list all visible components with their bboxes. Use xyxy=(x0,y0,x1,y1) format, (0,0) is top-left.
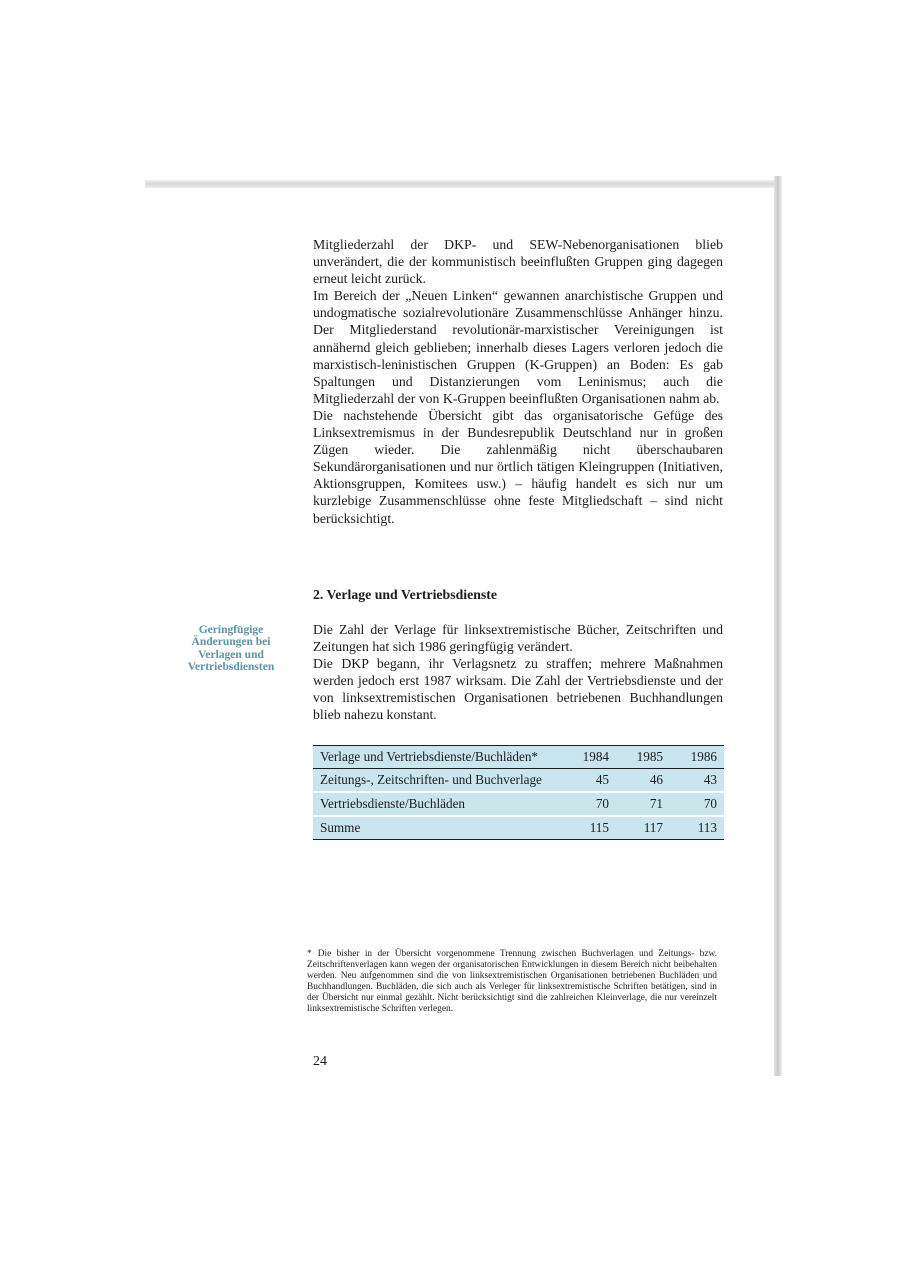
scan-edge-top xyxy=(145,180,780,188)
publishers-table xyxy=(313,745,724,840)
table-cell-1986: 43 xyxy=(670,769,724,793)
table-row xyxy=(313,792,724,816)
table-row xyxy=(313,769,724,793)
table-cell-1986: 113 xyxy=(670,816,724,840)
table-header-1985: 1985 xyxy=(616,746,670,769)
table-header-1984: 1984 xyxy=(562,746,616,769)
table-cell-1984: 70 xyxy=(562,792,616,816)
section-text xyxy=(313,621,723,724)
scan-edge-right xyxy=(774,176,782,1076)
body-text xyxy=(313,236,723,527)
page-number: 24 xyxy=(313,1054,327,1069)
footnote xyxy=(307,949,717,1015)
section-heading: 2. Verlage und Vertriebsdienste xyxy=(313,587,497,602)
table-header-row xyxy=(313,746,724,769)
table-cell-label: Vertriebsdienste/Buchläden xyxy=(313,792,562,816)
table-header-1986: 1986 xyxy=(670,746,724,769)
table-cell-label: Summe xyxy=(313,816,562,840)
footnote-text: Die bisher in der Übersicht vorgenommene Trennung zwischen Buchverlagen und Zeitungs- bzw. Zeitschriftenverlagen kann wegen der organisatorischen Entwicklungen in diesem Bereich nicht beibehalten werden. Neu aufgenommen sind die von linksextremistischen Organisationen betriebenen Buchläden und Buchhandlungen. Buchläden, die sich auch als Verleger für linksextremistische Schriften betätigen, sind in der Übersicht nur einmal gezählt. Nicht berücksichtigt sind die zahlreichen Kleinverlage, die nur vereinzelt linksextremistische Schriften verlegen. xyxy=(307,949,717,1014)
table-cell-1985: 117 xyxy=(616,816,670,840)
table-row-total xyxy=(313,816,724,840)
table-cell-1984: 115 xyxy=(562,816,616,840)
footnote-marker: * xyxy=(307,949,312,959)
section-paragraph-1: Die Zahl der Verlage für linksextremistische Bücher, Zeitschriften und Zeitungen hat sich 1986 geringfügig verändert. xyxy=(313,622,723,655)
table-cell-1984: 45 xyxy=(562,769,616,793)
table-cell-1986: 70 xyxy=(670,792,724,816)
section-paragraph-2: Die DKP begann, ihr Verlagsnetz zu straffen; mehrere Maßnahmen werden jedoch erst 1987 wirksam. Die Zahl der Vertriebsdienste und der von linksextremistischen Organisationen betriebenen Buchhandlungen blieb nahezu konstant. xyxy=(313,656,723,723)
body-paragraph-2: Im Bereich der „Neuen Linken“ gewannen anarchistische Gruppen und undogmatische sozialrevolutionäre Zusammenschlüsse Anhänger hinzu. Der Mitgliederstand revolutionär-marxistischer Vereinigungen ist annähernd gleich geblieben; innerhalb dieses Lagers verloren jedoch die marxistisch-leninistischen Gruppen (K-Gruppen) an Boden: Es gab Spaltungen und Distanzierungen vom Leninismus; auch die Mitgliederzahl der von K-Gruppen beeinflußten Organisationen nahm ab. xyxy=(313,288,723,406)
margin-note: Geringfügige Änderungen bei Verlagen und Vertriebsdiensten xyxy=(187,624,275,674)
body-paragraph-1: Mitgliederzahl der DKP- und SEW-Nebenorganisationen blieb unverändert, die der kommunistisch beeinflußten Gruppen ging dagegen erneut leicht zurück. xyxy=(313,237,723,287)
table-header-label: Verlage und Vertriebsdienste/Buchläden* xyxy=(313,746,562,769)
table-cell-label: Zeitungs-, Zeitschriften- und Buchverlage xyxy=(313,769,562,793)
table-cell-1985: 46 xyxy=(616,769,670,793)
table-cell-1985: 71 xyxy=(616,792,670,816)
body-paragraph-3: Die nachstehende Übersicht gibt das organisatorische Gefüge des Linksextremismus in der Bundesrepublik Deutschland nur in großen Zügen wieder. Die zahlenmäßig nicht überschaubaren Sekundärorganisationen und nur örtlich tätigen Kleingruppen (Initiativen, Aktionsgruppen, Komitees usw.) – häufig handelt es sich nur um kurzlebige Zusammenschlüsse ohne feste Mitgliedschaft – sind nicht berücksichtigt. xyxy=(313,407,723,526)
